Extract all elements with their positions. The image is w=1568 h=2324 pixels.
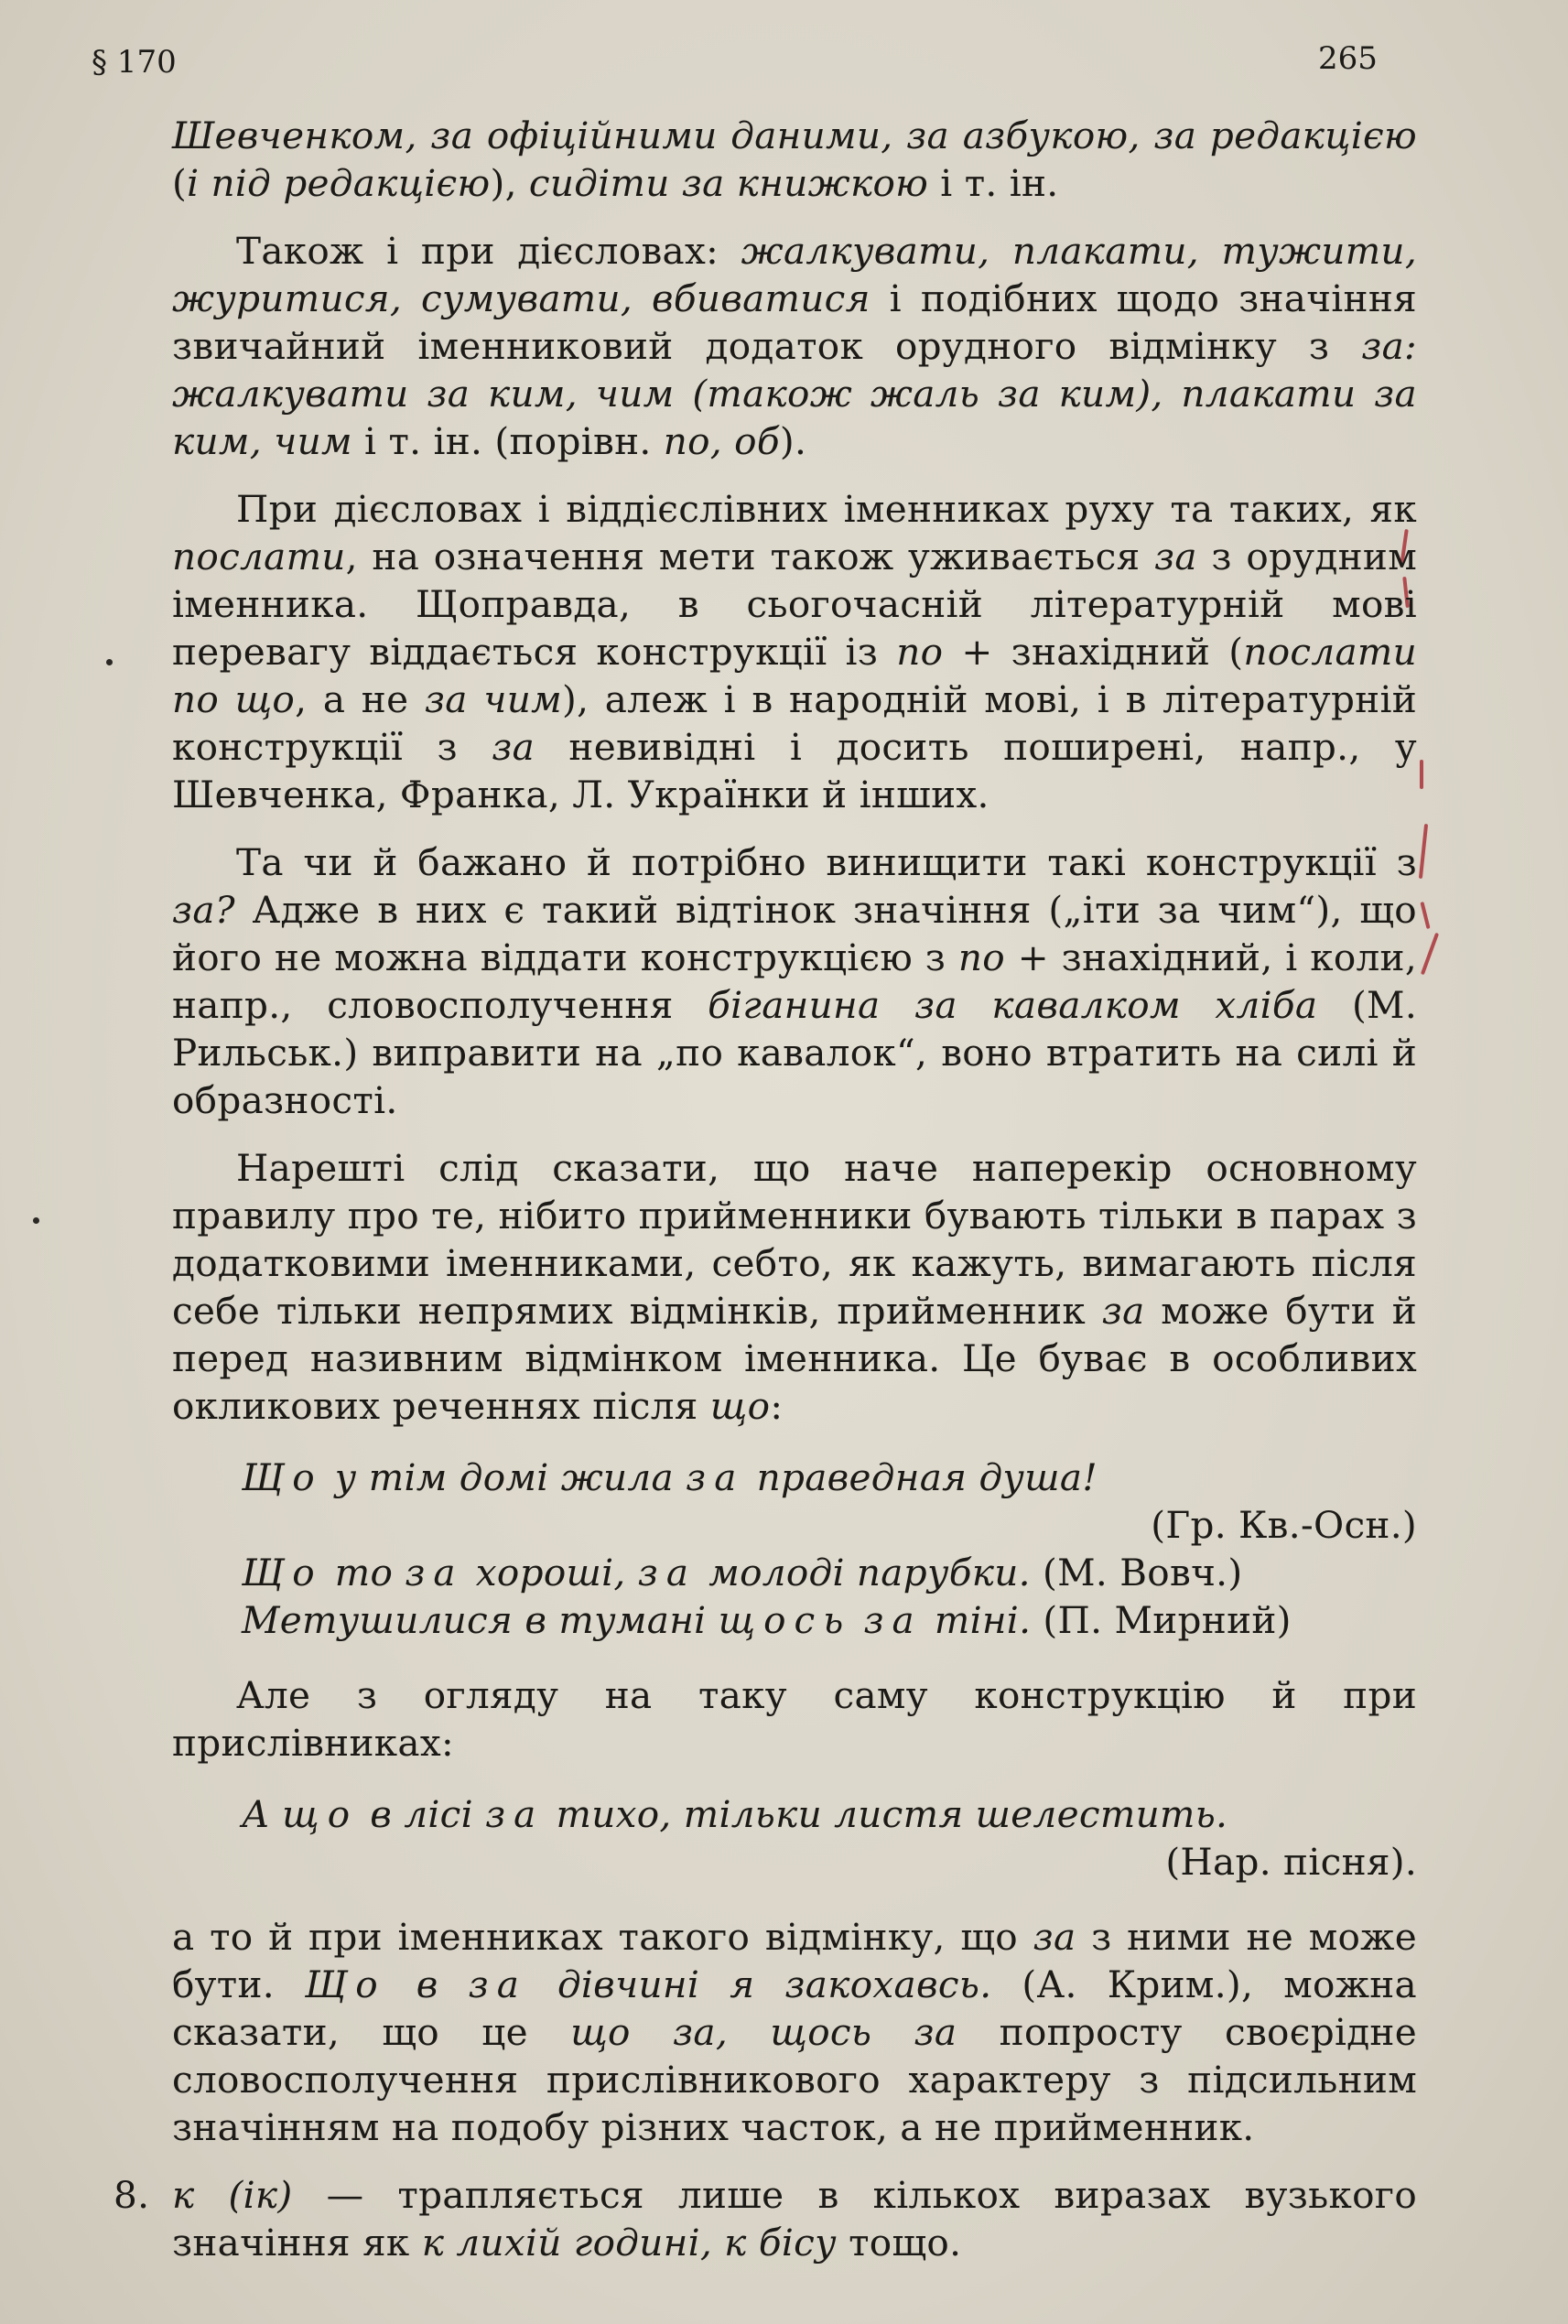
text: може бути й перед називним відмінком іменника. Це буває в особливих окликових реченнях після	[172, 1289, 1417, 1428]
italic-text: по, об	[663, 419, 780, 463]
text: ),	[490, 161, 529, 205]
text: , а не	[295, 677, 425, 721]
italic-text: по	[957, 935, 1005, 979]
page-body	[114, 112, 1418, 2286]
paragraph-3	[172, 485, 1417, 818]
text: Та чи й бажано й потрібно винищити такі конструкції з	[236, 840, 1417, 884]
spaced-italic: щось	[718, 1598, 852, 1642]
italic-text: Метушилися в тумані	[242, 1598, 719, 1642]
spaced-italic: за	[485, 1792, 545, 1836]
italic-text: у тім домі жила	[322, 1455, 687, 1499]
quote-block-2	[242, 1790, 1417, 1886]
text: Адже в них є такий відтінок значіння („іти за чим“), що його не можна віддати конструкцією з	[172, 888, 1417, 979]
spaced-italic: Що	[242, 1455, 323, 1499]
text: невивідні і досить поширені, напр., у Шевченка, Франка, Л. Українки й інших.	[172, 725, 1417, 816]
text: Також і при дієсловах:	[236, 229, 741, 273]
italic-text: сидіти за книжкою	[528, 161, 929, 205]
italic-text: за: жалкувати за ким, чим (також жаль за ким), плакати за ким, чим	[172, 324, 1417, 463]
margin-mark	[1420, 902, 1430, 929]
italic-text: молоді парубки.	[697, 1551, 1031, 1594]
italic-text: що за, щось за	[570, 2010, 957, 2054]
quote-source: (П. Мирний)	[1031, 1598, 1292, 1642]
spaced-italic: Що	[305, 1962, 386, 2006]
text: і т. ін.	[928, 161, 1059, 205]
italic-text: к лихій годині, к бісу	[421, 2221, 837, 2265]
text: а то й при іменниках такого відмінку, що	[172, 1915, 1033, 1959]
italic-text: хороші,	[463, 1551, 638, 1594]
italic-text: що	[709, 1384, 771, 1428]
italic-text: то	[322, 1551, 406, 1594]
text: і т. ін. (порівн.	[351, 419, 664, 463]
spaced-italic: за	[405, 1551, 464, 1594]
italic-text: Шевченком, за офіційними даними, за азбукою, за редакцією	[172, 113, 1417, 157]
text: Нарешті слід сказати, що наче наперекір основному правилу про те, нібито прийменники бувають тільки в парах з додатковими іменниками, себто, як кажуть, вимагають після себе тільки непрямих відмінків, прийменник	[172, 1146, 1417, 1333]
ink-speck	[106, 659, 113, 665]
text: — трапляється лише в кількох виразах вузького значіння як	[172, 2173, 1417, 2265]
quote-line	[242, 1549, 1417, 1596]
italic-text: за	[1153, 535, 1197, 578]
italic-text: А	[242, 1792, 283, 1836]
item-number: 8.	[114, 2173, 150, 2217]
paragraph-4	[172, 838, 1417, 1124]
spaced-italic: Що	[242, 1551, 323, 1594]
italic-text: праведная душа!	[744, 1455, 1098, 1499]
quote-source: (Нар. пісня).	[1165, 1840, 1417, 1884]
paragraph-2	[172, 227, 1417, 465]
paragraph-6	[172, 1671, 1417, 1767]
italic-text: послати по що	[172, 630, 1418, 721]
text: ), алеж і в народній мові, і в літературній конструкції з	[172, 677, 1418, 769]
text: з ними не може бути.	[172, 1915, 1418, 2006]
text: , на означення мети також уживається	[345, 535, 1154, 578]
page-number: 265	[1318, 40, 1378, 77]
spaced-italic: що	[282, 1792, 359, 1836]
spaced-italic: за	[863, 1598, 923, 1642]
text: Але з огляду на таку саму конструкцію й при прислівниках:	[172, 1673, 1417, 1765]
list-item-8	[114, 2171, 1417, 2266]
italic-text: тихо, тільки листя шелестить.	[544, 1792, 1228, 1836]
margin-mark	[1420, 760, 1423, 789]
italic-text: біганина за кавалком хліба	[708, 983, 1318, 1027]
italic-text: за чим	[424, 677, 562, 721]
quote-source: (Гр. Кв.-Осн.)	[1151, 1503, 1417, 1547]
quote-source: (М. Вовч.)	[1030, 1551, 1243, 1594]
text: з орудним іменника. Щоправда, в сьогочасній літературній мові перевагу віддається конструкції із	[172, 535, 1417, 674]
italic-text: тіні.	[922, 1598, 1032, 1642]
italic-text	[851, 1598, 863, 1642]
italic-text: і під редакцією	[187, 161, 491, 205]
text: (	[172, 161, 188, 205]
quote-line	[242, 1454, 1417, 1501]
italic-text: за	[492, 725, 535, 769]
italic-text: за	[1101, 1289, 1145, 1333]
text: (М. Рильськ.) виправити на „по кавалок“, воно втратить на силі й образності.	[172, 983, 1417, 1122]
paragraph-1	[172, 112, 1417, 207]
text: і подібних щодо значіння звичайний іменниковий додаток орудного відмінку з	[172, 276, 1417, 368]
text: + знахідний, і коли, напр., словосполучення	[172, 935, 1417, 1027]
italic-text: послати	[172, 535, 346, 578]
spaced-italic: за	[686, 1455, 745, 1499]
text: :	[770, 1384, 784, 1428]
italic-text: в лісі	[358, 1792, 486, 1836]
quote-line	[242, 1790, 1417, 1838]
italic-text: за	[1033, 1915, 1076, 1959]
quote-line	[242, 1596, 1417, 1644]
spaced-italic: за	[637, 1551, 697, 1594]
page-header	[92, 40, 1378, 86]
text: + знахідний (	[943, 630, 1244, 674]
text: (А. Крим.), можна сказати, що це	[172, 1962, 1417, 2054]
paragraph-5	[172, 1144, 1417, 1430]
text: попросту своєрідне словосполучення прислівникового характеру з підсильним значінням на подобу різних часток, а не прийменник.	[172, 2010, 1417, 2149]
italic-text: в	[385, 1962, 469, 2006]
italic-text: к (ік)	[172, 2173, 293, 2217]
italic-text: по	[896, 630, 944, 674]
ink-speck	[33, 1217, 39, 1224]
section-number: § 170	[92, 44, 177, 81]
italic-text: за?	[172, 888, 235, 932]
text: При дієсловах і віддієслівних іменниках руху та таких, як	[236, 487, 1417, 531]
quote-block-1	[242, 1454, 1417, 1644]
text: ).	[779, 419, 807, 463]
margin-mark	[1421, 933, 1439, 975]
text: тощо.	[836, 2221, 962, 2265]
margin-mark	[1419, 824, 1428, 879]
spaced-italic: за	[468, 1962, 527, 2006]
paragraph-7	[172, 1913, 1417, 2151]
italic-text: жалкувати, плакати, тужити, журитися, сумувати, вбиватися	[172, 229, 1417, 320]
italic-text: дівчині я закохавсь.	[526, 1962, 992, 2006]
